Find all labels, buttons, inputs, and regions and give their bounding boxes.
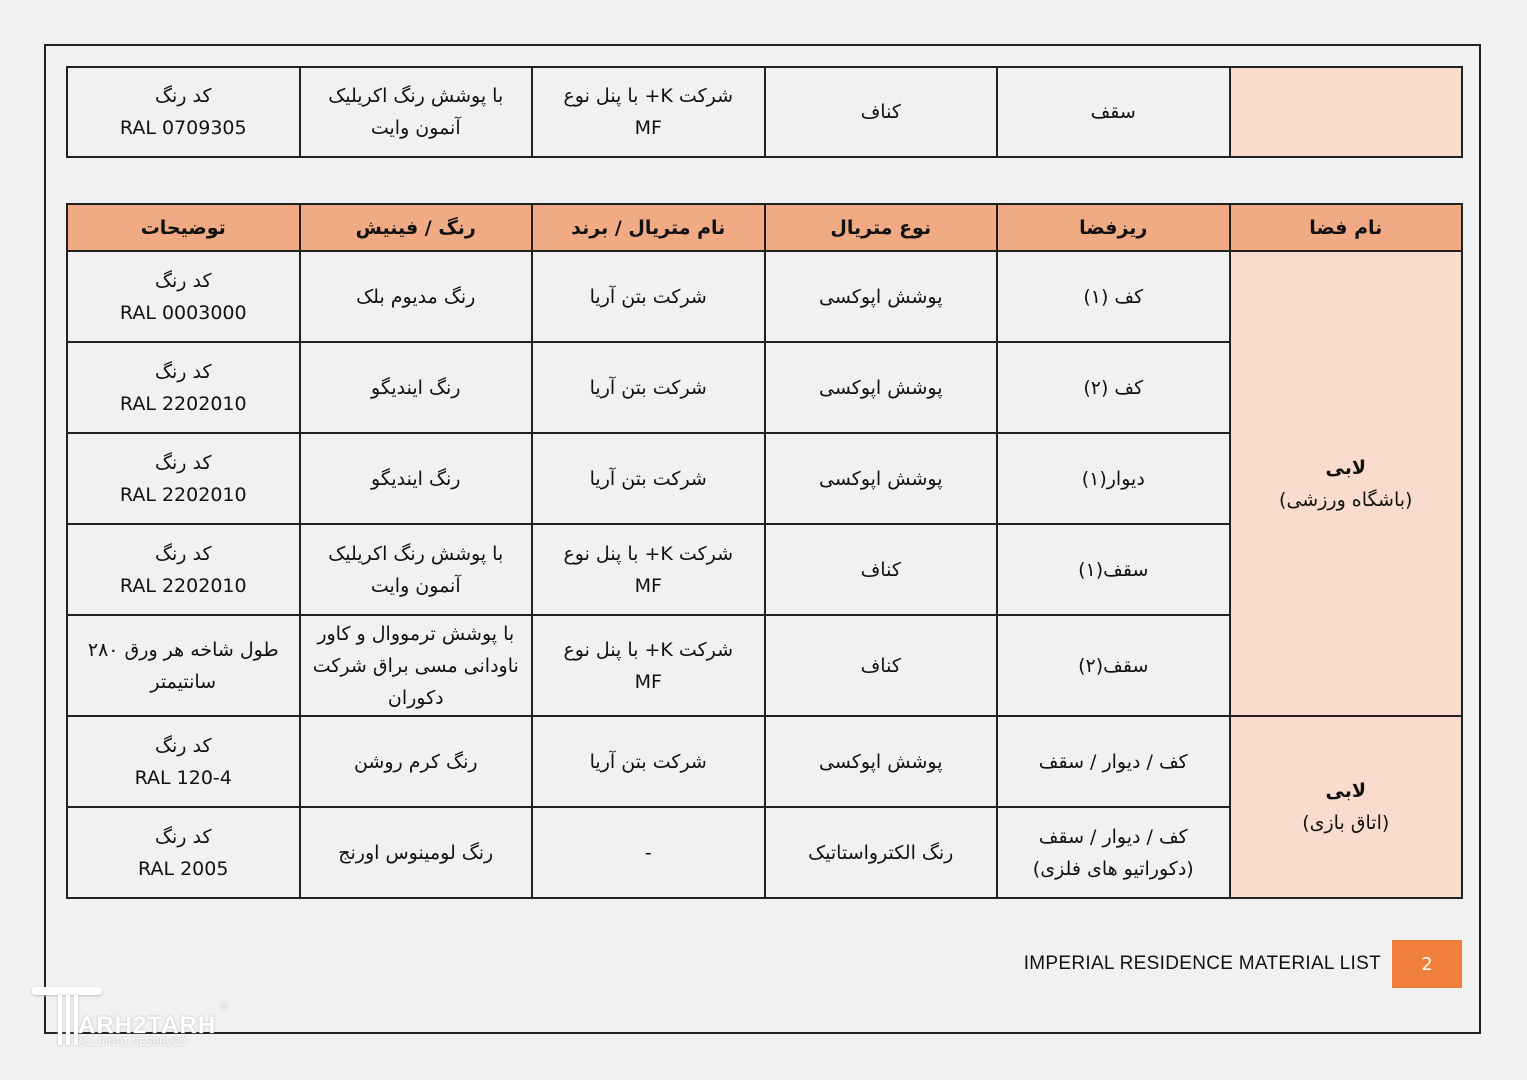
table-row <box>67 716 1462 807</box>
top-material-table <box>66 66 1463 158</box>
material-type-cell: پوشش اپوکسی <box>765 251 998 342</box>
finish-cell: رنگ مدیوم بلک <box>300 251 533 342</box>
material-type-cell: پوشش اپوکسی <box>765 716 998 807</box>
space-subtitle: (باشگاه ورزشی) <box>1279 488 1413 511</box>
space-title: لابی <box>1325 780 1366 802</box>
notes-cell: کد رنگ RAL 0709305 <box>67 67 300 157</box>
subspace-cell: سقف <box>997 67 1230 157</box>
table-row <box>67 67 1462 157</box>
notes-cell: کد رنگ RAL 0003000 <box>67 251 300 342</box>
subspace-cell: کف (۲) <box>997 342 1230 433</box>
material-type-cell: کناف <box>765 67 998 157</box>
brand-cell: شرکت K+ با پنل نوع MF <box>532 67 765 157</box>
header-space-name: نام فضا <box>1230 204 1463 251</box>
notes-cell: کد رنگ RAL 2005 <box>67 807 300 898</box>
finish-cell: رنگ لومینوس اورنج <box>300 807 533 898</box>
material-type-cell: کناف <box>765 524 998 615</box>
subspace-cell: سقف(۲) <box>997 615 1230 716</box>
brand-cell: شرکت بتن آریا <box>532 433 765 524</box>
subspace-cell: کف (۱) <box>997 251 1230 342</box>
copyright-icon: © <box>220 1002 229 1014</box>
space-title: لابی <box>1325 456 1366 479</box>
document-title: IMPERIAL RESIDENCE MATERIAL LIST <box>1023 953 1381 974</box>
table-header-row <box>67 204 1462 251</box>
header-subspace: ریزفضا <box>997 204 1230 251</box>
header-finish: رنگ / فینیش <box>300 204 533 251</box>
finish-cell: رنگ ایندیگو <box>300 342 533 433</box>
brand-cell: شرکت K+ با پنل نوع MF <box>532 615 765 716</box>
notes-cell: کد رنگ RAL 2202010 <box>67 433 300 524</box>
brand-cell: شرکت بتن آریا <box>532 342 765 433</box>
finish-cell: رنگ ایندیگو <box>300 433 533 524</box>
brand-cell: شرکت بتن آریا <box>532 251 765 342</box>
finish-cell: رنگ کرم روشن <box>300 716 533 807</box>
subspace-cell: کف / دیوار / سقف <box>997 716 1230 807</box>
page-number: 2 <box>1392 940 1462 988</box>
material-type-cell: رنگ الکترواستاتیک <box>765 807 998 898</box>
brand-cell: - <box>532 807 765 898</box>
logo-brand: ARH2TARH <box>78 1012 217 1039</box>
notes-cell: کد رنگ RAL 2202010 <box>67 342 300 433</box>
table-row <box>67 251 1462 342</box>
header-brand: نام متریال / برند <box>532 204 765 251</box>
material-type-cell: کناف <box>765 615 998 716</box>
header-notes: توضیحات <box>67 204 300 251</box>
brand-cell: شرکت بتن آریا <box>532 716 765 807</box>
subspace-cell: کف / دیوار / سقف (دکوراتیو های فلزی) <box>997 807 1230 898</box>
logo-tagline: ALL RIGHT RESERVED <box>78 1037 187 1048</box>
material-type-cell: پوشش اپوکسی <box>765 342 998 433</box>
subspace-cell: دیوار(۱) <box>997 433 1230 524</box>
brand-cell: شرکت K+ با پنل نوع MF <box>532 524 765 615</box>
main-material-table <box>66 203 1463 899</box>
logo-column-cap <box>32 987 102 995</box>
watermark-logo <box>28 985 238 1053</box>
material-type-cell: پوشش اپوکسی <box>765 433 998 524</box>
finish-cell: با پوشش ترمووال و کاور ناودانی مسی براق شرکت دکوران <box>300 615 533 716</box>
header-material-type: نوع متریال <box>765 204 998 251</box>
finish-cell: با پوشش رنگ اکریلیک آنمون وایت <box>300 67 533 157</box>
space-subtitle: (اتاق بازی) <box>1302 812 1390 834</box>
space-name-cell <box>1230 716 1463 898</box>
notes-cell: کد رنگ RAL 2202010 <box>67 524 300 615</box>
subspace-cell: سقف(۱) <box>997 524 1230 615</box>
space-name-cell <box>1230 67 1463 157</box>
logo-column <box>66 995 70 1045</box>
logo-column <box>58 995 62 1045</box>
notes-cell: کد رنگ RAL 120-4 <box>67 716 300 807</box>
space-name-cell <box>1230 251 1463 716</box>
finish-cell: با پوشش رنگ اکریلیک آنمون وایت <box>300 524 533 615</box>
notes-cell: طول شاخه هر ورق ۲۸۰ سانتیمتر <box>67 615 300 716</box>
